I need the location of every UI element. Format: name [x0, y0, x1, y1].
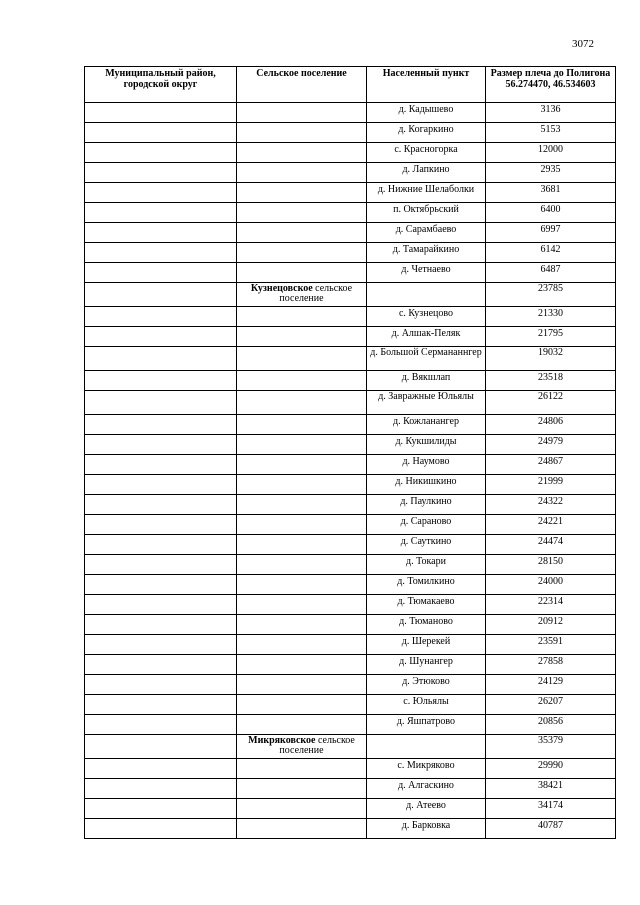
table-row	[85, 243, 616, 263]
cell-locality: д. Барковка	[367, 819, 486, 839]
cell-locality: д. Алшак-Пеляк	[367, 327, 486, 347]
cell-settlement	[237, 655, 367, 675]
cell-district	[85, 455, 237, 475]
cell-settlement	[237, 555, 367, 575]
cell-settlement	[237, 635, 367, 655]
cell-locality: д. Сарамбаево	[367, 223, 486, 243]
cell-locality: д. Шунангер	[367, 655, 486, 675]
cell-settlement	[237, 283, 367, 307]
cell-distance: 5153	[486, 123, 616, 143]
settlements-table	[84, 66, 616, 839]
cell-distance: 6487	[486, 263, 616, 283]
cell-distance: 2935	[486, 163, 616, 183]
settlement-name: Микряковское	[248, 735, 316, 746]
cell-district	[85, 415, 237, 435]
cell-locality: д. Кожланангер	[367, 415, 486, 435]
table-row	[85, 735, 616, 759]
cell-district	[85, 715, 237, 735]
cell-district	[85, 263, 237, 283]
cell-settlement	[237, 535, 367, 555]
table-row	[85, 283, 616, 307]
cell-distance: 26122	[486, 391, 616, 415]
cell-distance: 20912	[486, 615, 616, 635]
cell-district	[85, 223, 237, 243]
cell-district	[85, 655, 237, 675]
table-body	[85, 103, 616, 839]
table-row	[85, 435, 616, 455]
table-row	[85, 415, 616, 435]
table-row	[85, 535, 616, 555]
table-row	[85, 371, 616, 391]
cell-distance: 24221	[486, 515, 616, 535]
cell-district	[85, 475, 237, 495]
cell-locality: д. Кукшилиды	[367, 435, 486, 455]
cell-distance: 24979	[486, 435, 616, 455]
cell-district	[85, 243, 237, 263]
table-row	[85, 575, 616, 595]
cell-distance: 20856	[486, 715, 616, 735]
table-row	[85, 635, 616, 655]
cell-locality: д. Наумово	[367, 455, 486, 475]
cell-distance: 21330	[486, 307, 616, 327]
header-district: Муниципальный район, городской округ	[85, 67, 237, 103]
cell-settlement	[237, 759, 367, 779]
cell-settlement	[237, 475, 367, 495]
cell-locality: д. Шерекей	[367, 635, 486, 655]
cell-district	[85, 635, 237, 655]
cell-distance: 38421	[486, 779, 616, 799]
cell-settlement	[237, 799, 367, 819]
cell-district	[85, 203, 237, 223]
cell-locality: д. Алгаскино	[367, 779, 486, 799]
cell-distance: 6400	[486, 203, 616, 223]
cell-distance: 6997	[486, 223, 616, 243]
cell-settlement	[237, 183, 367, 203]
cell-district	[85, 819, 237, 839]
cell-distance: 22314	[486, 595, 616, 615]
cell-district	[85, 735, 237, 759]
cell-locality: д. Паулкино	[367, 495, 486, 515]
cell-district	[85, 779, 237, 799]
cell-settlement	[237, 163, 367, 183]
cell-locality: с. Кузнецово	[367, 307, 486, 327]
cell-district	[85, 759, 237, 779]
cell-settlement	[237, 123, 367, 143]
cell-distance: 21795	[486, 327, 616, 347]
header-locality: Населенный пункт	[367, 67, 486, 103]
table-row	[85, 327, 616, 347]
cell-distance: 29990	[486, 759, 616, 779]
cell-settlement	[237, 779, 367, 799]
cell-settlement	[237, 307, 367, 327]
cell-locality: с. Красногорка	[367, 143, 486, 163]
cell-locality: д. Лапкино	[367, 163, 486, 183]
cell-settlement	[237, 595, 367, 615]
cell-district	[85, 495, 237, 515]
cell-district	[85, 163, 237, 183]
cell-settlement	[237, 455, 367, 475]
cell-distance: 24806	[486, 415, 616, 435]
cell-district	[85, 327, 237, 347]
cell-distance: 24000	[486, 575, 616, 595]
cell-distance: 12000	[486, 143, 616, 163]
table-row	[85, 347, 616, 371]
cell-distance: 23591	[486, 635, 616, 655]
settlement-type: сельское поселение	[279, 735, 355, 756]
cell-settlement	[237, 243, 367, 263]
cell-settlement	[237, 203, 367, 223]
cell-district	[85, 143, 237, 163]
cell-settlement	[237, 415, 367, 435]
cell-settlement	[237, 371, 367, 391]
cell-district	[85, 283, 237, 307]
cell-settlement	[237, 347, 367, 371]
cell-district	[85, 123, 237, 143]
cell-locality: д. Сараново	[367, 515, 486, 535]
cell-settlement	[237, 819, 367, 839]
cell-settlement	[237, 495, 367, 515]
cell-locality	[367, 283, 486, 307]
cell-distance: 24474	[486, 535, 616, 555]
cell-district	[85, 555, 237, 575]
cell-locality: с. Микряково	[367, 759, 486, 779]
table-row	[85, 183, 616, 203]
table-row	[85, 799, 616, 819]
cell-district	[85, 435, 237, 455]
cell-settlement	[237, 515, 367, 535]
cell-district	[85, 391, 237, 415]
header-settlement: Сельское поселение	[237, 67, 367, 103]
cell-district	[85, 307, 237, 327]
cell-district	[85, 575, 237, 595]
cell-district	[85, 347, 237, 371]
cell-district	[85, 535, 237, 555]
cell-distance: 28150	[486, 555, 616, 575]
header-distance: Размер плеча до Полигона 56.274470, 46.534603	[486, 67, 616, 103]
cell-distance: 6142	[486, 243, 616, 263]
cell-settlement	[237, 263, 367, 283]
cell-settlement	[237, 575, 367, 595]
cell-distance: 3136	[486, 103, 616, 123]
cell-locality: д. Тюманово	[367, 615, 486, 635]
cell-locality: д. Нижние Шелаболки	[367, 183, 486, 203]
cell-settlement	[237, 143, 367, 163]
cell-settlement	[237, 735, 367, 759]
cell-distance: 24322	[486, 495, 616, 515]
cell-locality: д. Четнаево	[367, 263, 486, 283]
cell-distance: 23785	[486, 283, 616, 307]
cell-locality: п. Октябрьский	[367, 203, 486, 223]
table-row	[85, 475, 616, 495]
cell-distance: 21999	[486, 475, 616, 495]
cell-district	[85, 675, 237, 695]
cell-distance: 26207	[486, 695, 616, 715]
cell-settlement	[237, 223, 367, 243]
cell-settlement	[237, 695, 367, 715]
cell-locality: д. Токари	[367, 555, 486, 575]
cell-locality: д. Атеево	[367, 799, 486, 819]
table-row	[85, 495, 616, 515]
cell-locality: д. Когаркино	[367, 123, 486, 143]
cell-distance: 40787	[486, 819, 616, 839]
cell-locality: д. Яшпатрово	[367, 715, 486, 735]
cell-district	[85, 615, 237, 635]
settlement-name: Кузнецовское	[250, 283, 313, 294]
table-row	[85, 203, 616, 223]
page-number: 3072	[572, 38, 594, 50]
table-row	[85, 819, 616, 839]
cell-settlement	[237, 615, 367, 635]
cell-district	[85, 103, 237, 123]
settlement-type: сельское поселение	[279, 283, 353, 304]
table-row	[85, 391, 616, 415]
cell-locality: д. Томилкино	[367, 575, 486, 595]
cell-settlement	[237, 103, 367, 123]
table-row	[85, 695, 616, 715]
table-header-row	[85, 67, 616, 103]
table-row	[85, 307, 616, 327]
table-row	[85, 455, 616, 475]
cell-district	[85, 595, 237, 615]
cell-distance: 24867	[486, 455, 616, 475]
cell-settlement	[237, 675, 367, 695]
cell-district	[85, 515, 237, 535]
cell-locality: д. Завражные Юльялы	[367, 391, 486, 415]
table-row	[85, 263, 616, 283]
table-row	[85, 555, 616, 575]
table-row	[85, 615, 616, 635]
cell-distance: 19032	[486, 347, 616, 371]
cell-locality: д. Вякшлап	[367, 371, 486, 391]
cell-distance: 23518	[486, 371, 616, 391]
table-row	[85, 779, 616, 799]
cell-district	[85, 371, 237, 391]
cell-settlement	[237, 435, 367, 455]
cell-district	[85, 183, 237, 203]
cell-locality: с. Юльялы	[367, 695, 486, 715]
cell-district	[85, 695, 237, 715]
table-row	[85, 223, 616, 243]
table-row	[85, 163, 616, 183]
table-row	[85, 515, 616, 535]
cell-distance: 3681	[486, 183, 616, 203]
cell-locality: д. Никишкино	[367, 475, 486, 495]
cell-locality	[367, 735, 486, 759]
table-row	[85, 675, 616, 695]
cell-distance: 24129	[486, 675, 616, 695]
table-row	[85, 759, 616, 779]
cell-locality: д. Тюмакаево	[367, 595, 486, 615]
cell-settlement	[237, 327, 367, 347]
cell-locality: д. Большой Сермананнгер	[367, 347, 486, 371]
table-row	[85, 655, 616, 675]
table-row	[85, 143, 616, 163]
cell-locality: д. Кадышево	[367, 103, 486, 123]
cell-settlement	[237, 391, 367, 415]
table-row	[85, 103, 616, 123]
table-row	[85, 123, 616, 143]
cell-locality: д. Сауткино	[367, 535, 486, 555]
cell-district	[85, 799, 237, 819]
table-row	[85, 715, 616, 735]
cell-locality: д. Тамарайкино	[367, 243, 486, 263]
cell-locality: д. Этюково	[367, 675, 486, 695]
table-row	[85, 595, 616, 615]
cell-distance: 35379	[486, 735, 616, 759]
cell-settlement	[237, 715, 367, 735]
cell-distance: 27858	[486, 655, 616, 675]
cell-distance: 34174	[486, 799, 616, 819]
